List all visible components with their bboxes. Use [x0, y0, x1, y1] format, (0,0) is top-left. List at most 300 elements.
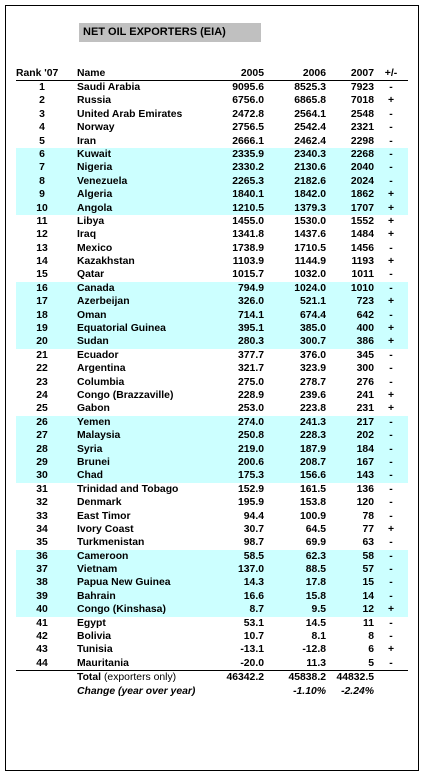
cell-y2007: 5: [368, 657, 374, 669]
change-2007: -2.24%: [341, 686, 374, 698]
cell-rank: 38: [36, 577, 48, 589]
cell-rank: 1: [39, 82, 45, 93]
cell-change: +: [387, 336, 395, 348]
cell-name: Cameroon: [77, 550, 129, 562]
cell-y2005: 274.0: [237, 416, 264, 428]
cell-name: Tunisia: [77, 644, 113, 656]
table-row: [16, 550, 408, 563]
cell-change: -: [389, 631, 393, 643]
cell-change: -: [389, 657, 393, 669]
cell-rank: 11: [36, 215, 48, 227]
cell-name: Mauritania: [77, 657, 129, 669]
cell-rank: 40: [36, 604, 48, 616]
cell-y2006: 1842.0: [294, 189, 326, 201]
table-row: [16, 416, 408, 429]
cell-y2005: -13.1: [240, 644, 264, 656]
cell-y2005: 1840.1: [232, 189, 264, 201]
cell-y2007: 386: [356, 336, 374, 348]
table-row: [16, 510, 408, 523]
cell-y2006: 153.8: [299, 497, 326, 509]
cell-name: United Arab Emirates: [77, 108, 183, 120]
cell-rank: 4: [39, 122, 45, 134]
table-row: [16, 362, 408, 375]
cell-y2006: 9.5: [311, 604, 326, 616]
cell-name: Congo (Brazzaville): [77, 389, 174, 401]
cell-name: Sudan: [77, 336, 109, 348]
cell-y2006: 100.9: [299, 510, 326, 522]
cell-y2007: 1011: [351, 269, 374, 281]
cell-y2006: 8.1: [311, 631, 326, 643]
cell-y2005: -20.0: [240, 657, 264, 669]
cell-y2005: 253.0: [237, 403, 264, 415]
cell-name: Mexico: [77, 242, 113, 254]
cell-name: Venezuela: [77, 175, 128, 187]
cell-rank: 41: [36, 617, 48, 629]
cell-y2007: 15: [362, 577, 374, 589]
table-row: [16, 389, 408, 402]
cell-y2007: 6: [368, 644, 374, 656]
cell-y2005: 1103.9: [232, 256, 264, 268]
cell-y2005: 6756.0: [232, 95, 264, 107]
cell-name: Kuwait: [77, 148, 112, 160]
table-header-row: [16, 67, 408, 81]
cell-y2005: 1455.0: [232, 215, 264, 227]
cell-name: Congo (Kinshasa): [77, 604, 166, 616]
cell-rank: 20: [36, 336, 48, 348]
cell-rank: 10: [36, 202, 48, 214]
cell-y2005: 1210.5: [232, 202, 264, 214]
cell-name: Iran: [77, 135, 97, 147]
cell-change: -: [389, 564, 393, 576]
table-row: [16, 175, 408, 188]
cell-rank: 15: [36, 269, 48, 281]
cell-name: Malaysia: [77, 430, 121, 442]
cell-y2006: 521.1: [299, 296, 326, 308]
cell-name: Gabon: [77, 403, 110, 415]
cell-change: +: [387, 189, 395, 201]
table-row: [16, 161, 408, 174]
cell-y2006: 1032.0: [294, 269, 326, 281]
cell-change: -: [389, 483, 393, 495]
cell-y2007: 723: [356, 296, 374, 308]
cell-y2005: 9095.6: [232, 82, 264, 93]
cell-y2007: 231: [356, 403, 374, 415]
cell-y2007: 8: [368, 631, 374, 643]
cell-y2006: 208.7: [299, 456, 326, 468]
table-row: [16, 536, 408, 549]
cell-rank: 34: [36, 523, 48, 535]
cell-change: -: [389, 376, 393, 388]
cell-change: -: [389, 269, 393, 281]
cell-name: Canada: [77, 282, 115, 294]
cell-change: -: [389, 510, 393, 522]
cell-change: -: [389, 175, 393, 187]
cell-name: Vietnam: [77, 564, 118, 576]
cell-y2005: 10.7: [243, 631, 264, 643]
cell-name: Libya: [77, 215, 105, 227]
cell-y2006: 62.3: [305, 550, 326, 562]
cell-y2005: 2756.5: [232, 122, 264, 134]
cell-y2006: 1024.0: [294, 282, 326, 294]
cell-rank: 32: [36, 497, 48, 509]
cell-change: -: [389, 430, 393, 442]
cell-rank: 27: [36, 430, 48, 442]
cell-y2006: 88.5: [305, 564, 326, 576]
cell-y2007: 2298: [350, 135, 374, 147]
cell-name: Bolivia: [77, 631, 112, 643]
cell-y2005: 714.1: [237, 309, 264, 321]
cell-y2007: 12: [362, 604, 374, 616]
cell-y2007: 2268: [350, 148, 374, 160]
totals-row: [16, 670, 408, 685]
cell-y2007: 120: [356, 497, 374, 509]
totals-2006: 45838.2: [288, 672, 326, 684]
cell-name: Egypt: [77, 617, 106, 629]
cell-y2007: 1484: [350, 229, 374, 241]
totals-2005: 46342.2: [226, 672, 264, 684]
cell-y2007: 1707: [350, 202, 374, 214]
table-row: [16, 94, 408, 107]
change-2006: -1.10%: [293, 686, 326, 698]
cell-y2006: 15.8: [305, 590, 326, 602]
cell-change: -: [389, 242, 393, 254]
cell-change: -: [389, 82, 393, 93]
cell-rank: 29: [36, 456, 48, 468]
cell-y2007: 2321: [350, 122, 374, 134]
table-row: [16, 643, 408, 656]
cell-change: +: [387, 229, 395, 241]
cell-y2006: 239.6: [299, 389, 326, 401]
cell-y2007: 78: [362, 510, 374, 522]
cell-rank: 43: [36, 644, 48, 656]
cell-name: Qatar: [77, 269, 105, 281]
cell-y2005: 219.0: [237, 443, 264, 455]
cell-y2007: 276: [356, 376, 374, 388]
cell-y2007: 202: [356, 430, 374, 442]
cell-rank: 18: [36, 309, 48, 321]
cell-name: Trinidad and Tobago: [77, 483, 179, 495]
table-row: [16, 496, 408, 509]
cell-y2006: 11.3: [306, 657, 326, 669]
table-row: [16, 402, 408, 415]
cell-rank: 3: [39, 108, 45, 120]
table-row: [16, 282, 408, 295]
table-row: [16, 228, 408, 241]
totals-label-cell: [77, 671, 176, 685]
header-name: Name: [77, 68, 106, 79]
cell-y2005: 175.3: [237, 470, 264, 482]
table-row: [16, 469, 408, 482]
cell-y2006: 8525.3: [294, 82, 326, 93]
table-row: [16, 108, 408, 121]
cell-change: -: [389, 135, 393, 147]
cell-name: Ecuador: [77, 349, 119, 361]
table-row: [16, 590, 408, 603]
cell-rank: 9: [39, 189, 45, 201]
cell-y2005: 1341.8: [232, 229, 264, 241]
cell-change: +: [387, 296, 395, 308]
cell-y2005: 794.9: [237, 282, 264, 294]
header-2006: 2006: [302, 68, 326, 79]
cell-y2007: 7923: [350, 82, 374, 93]
cell-rank: 28: [36, 443, 48, 455]
cell-rank: 12: [36, 229, 48, 241]
cell-y2005: 2265.3: [232, 175, 264, 187]
cell-change: +: [387, 403, 395, 415]
table-row: [16, 268, 408, 281]
cell-rank: 25: [36, 403, 48, 415]
cell-name: Turkmenistan: [77, 537, 145, 549]
table-row: [16, 456, 408, 469]
change-row: [16, 685, 408, 699]
table-row: [16, 255, 408, 268]
cell-y2006: 2340.3: [294, 148, 326, 160]
header-change: +/-: [384, 68, 398, 79]
cell-y2006: 14.5: [305, 617, 326, 629]
cell-rank: 21: [36, 349, 48, 361]
cell-change: +: [387, 604, 395, 616]
page-title: NET OIL EXPORTERS (EIA): [79, 23, 261, 42]
cell-name: Columbia: [77, 376, 125, 388]
table-row: [16, 576, 408, 589]
cell-y2005: 200.6: [237, 456, 264, 468]
cell-y2007: 2040: [350, 162, 374, 174]
cell-y2006: 2542.4: [294, 122, 326, 134]
cell-name: Denmark: [77, 497, 122, 509]
cell-name: Ivory Coast: [77, 523, 134, 535]
cell-rank: 17: [36, 296, 48, 308]
cell-y2005: 2335.9: [232, 148, 264, 160]
table-row: [16, 215, 408, 228]
table-row: [16, 121, 408, 134]
table-row: [16, 135, 408, 148]
cell-y2006: 161.5: [299, 483, 326, 495]
cell-change: -: [389, 108, 393, 120]
cell-change: -: [389, 617, 393, 629]
cell-rank: 16: [36, 282, 48, 294]
cell-y2007: 2548: [350, 108, 374, 120]
table-row: [16, 376, 408, 389]
cell-y2006: 1710.5: [294, 242, 326, 254]
cell-y2006: 2130.6: [294, 162, 326, 174]
cell-y2007: 300: [356, 363, 374, 375]
totals-label: Total: [77, 672, 102, 684]
cell-name: Iraq: [77, 229, 97, 241]
cell-name: Azerbeijan: [77, 296, 130, 308]
cell-y2007: 184: [356, 443, 374, 455]
cell-change: +: [387, 323, 395, 335]
table-row: [16, 81, 408, 94]
cell-change: -: [389, 148, 393, 160]
cell-change: +: [387, 389, 395, 401]
cell-rank: 7: [39, 162, 45, 174]
header-2007: 2007: [350, 68, 374, 79]
table-row: [16, 148, 408, 161]
cell-change: -: [389, 162, 393, 174]
table-row: [16, 657, 408, 670]
cell-y2006: 69.9: [305, 537, 326, 549]
cell-rank: 30: [36, 470, 48, 482]
table-row: [16, 603, 408, 616]
cell-rank: 44: [36, 657, 48, 669]
cell-y2007: 63: [362, 537, 374, 549]
table-row: [16, 483, 408, 496]
cell-name: Yemen: [77, 416, 111, 428]
cell-name: Chad: [77, 470, 103, 482]
cell-y2007: 58: [362, 550, 374, 562]
cell-y2006: 2564.1: [294, 108, 326, 120]
cell-y2005: 152.9: [237, 483, 264, 495]
cell-y2005: 14.3: [243, 577, 264, 589]
exporters-table: [16, 67, 408, 699]
cell-y2005: 94.4: [243, 510, 264, 522]
totals-2007: 44832.5: [336, 672, 374, 684]
cell-change: -: [389, 550, 393, 562]
cell-y2007: 642: [356, 309, 374, 321]
cell-y2007: 136: [356, 483, 374, 495]
cell-y2006: 323.9: [299, 363, 326, 375]
cell-y2005: 8.7: [249, 604, 264, 616]
cell-change: -: [389, 122, 393, 134]
cell-name: Nigeria: [77, 162, 113, 174]
cell-y2005: 321.7: [237, 363, 264, 375]
table-row: [16, 322, 408, 335]
cell-y2006: 156.6: [299, 470, 326, 482]
cell-rank: 37: [36, 564, 48, 576]
cell-y2006: 1530.0: [294, 215, 326, 227]
cell-change: -: [389, 590, 393, 602]
cell-y2005: 58.5: [243, 550, 264, 562]
cell-name: Papua New Guinea: [77, 577, 171, 589]
cell-change: -: [389, 456, 393, 468]
table-row: [16, 617, 408, 630]
cell-name: Russia: [77, 95, 112, 107]
cell-rank: 8: [39, 175, 45, 187]
cell-y2005: 228.9: [237, 389, 264, 401]
cell-y2007: 1552: [350, 215, 374, 227]
cell-y2005: 377.7: [237, 349, 264, 361]
cell-y2007: 345: [356, 349, 374, 361]
table-row: [16, 188, 408, 201]
cell-change: -: [389, 537, 393, 549]
cell-y2007: 1862: [350, 189, 374, 201]
cell-change: -: [389, 497, 393, 509]
cell-rank: 5: [39, 135, 45, 147]
cell-y2005: 1015.7: [232, 269, 264, 281]
cell-y2007: 143: [356, 470, 374, 482]
cell-name: Angola: [77, 202, 113, 214]
cell-name: Kazakhstan: [77, 256, 135, 268]
cell-y2005: 326.0: [237, 296, 264, 308]
cell-change: -: [389, 416, 393, 428]
table-row: [16, 295, 408, 308]
cell-y2005: 53.1: [243, 617, 264, 629]
cell-y2007: 57: [362, 564, 374, 576]
cell-y2005: 250.8: [237, 430, 264, 442]
cell-y2006: 278.7: [299, 376, 326, 388]
header-rank: Rank '07: [16, 68, 59, 79]
cell-name: Argentina: [77, 363, 126, 375]
cell-change: -: [389, 309, 393, 321]
table-row: [16, 242, 408, 255]
cell-y2007: 1193: [351, 256, 374, 268]
cell-change: -: [389, 349, 393, 361]
cell-change: -: [389, 470, 393, 482]
table-body: [16, 81, 408, 670]
cell-rank: 33: [36, 510, 48, 522]
cell-y2005: 195.9: [237, 497, 264, 509]
table-row: [16, 429, 408, 442]
cell-y2005: 1738.9: [232, 242, 264, 254]
header-2005: 2005: [240, 68, 264, 79]
cell-y2007: 14: [362, 590, 374, 602]
table-row: [16, 523, 408, 536]
cell-rank: 39: [36, 590, 48, 602]
cell-y2007: 77: [362, 523, 374, 535]
table-row: [16, 309, 408, 322]
cell-y2005: 280.3: [237, 336, 264, 348]
cell-rank: 19: [36, 323, 48, 335]
cell-y2005: 30.7: [243, 523, 264, 535]
cell-y2006: 6865.8: [294, 95, 326, 107]
cell-y2006: 1144.9: [294, 256, 326, 268]
cell-name: Norway: [77, 122, 115, 134]
cell-name: Syria: [77, 443, 103, 455]
table-row: [16, 335, 408, 348]
cell-rank: 35: [36, 537, 48, 549]
cell-rank: 2: [39, 95, 45, 107]
cell-y2006: 2462.4: [294, 135, 326, 147]
cell-y2005: 137.0: [237, 564, 264, 576]
cell-name: East Timor: [77, 510, 131, 522]
cell-rank: 26: [36, 416, 48, 428]
change-label: Change (year over year): [77, 686, 196, 698]
table-row: [16, 630, 408, 643]
cell-y2005: 98.7: [243, 537, 264, 549]
cell-name: Equatorial Guinea: [77, 323, 166, 335]
cell-name: Bahrain: [77, 590, 116, 602]
cell-rank: 42: [36, 631, 48, 643]
cell-y2005: 395.1: [237, 323, 264, 335]
cell-y2005: 2330.2: [232, 162, 264, 174]
cell-y2007: 241: [356, 389, 374, 401]
cell-rank: 22: [36, 363, 48, 375]
cell-y2006: 241.3: [299, 416, 326, 428]
cell-rank: 14: [36, 256, 48, 268]
cell-change: +: [387, 256, 395, 268]
cell-change: +: [387, 644, 395, 656]
cell-rank: 24: [36, 389, 48, 401]
cell-y2007: 11: [363, 617, 374, 629]
cell-name: Saudi Arabia: [77, 82, 141, 93]
cell-change: +: [387, 523, 395, 535]
cell-y2005: 16.6: [243, 590, 264, 602]
table-row: [16, 563, 408, 576]
cell-y2007: 1010: [350, 282, 374, 294]
cell-y2006: 300.7: [299, 336, 326, 348]
cell-rank: 13: [36, 242, 48, 254]
cell-change: +: [387, 95, 395, 107]
cell-y2006: 17.8: [305, 577, 326, 589]
cell-y2007: 167: [356, 456, 374, 468]
cell-y2006: -12.8: [302, 644, 326, 656]
cell-y2006: 2182.6: [294, 175, 326, 187]
cell-change: -: [389, 577, 393, 589]
cell-y2005: 275.0: [237, 376, 264, 388]
cell-y2005: 2666.1: [232, 135, 264, 147]
cell-rank: 36: [36, 550, 48, 562]
cell-change: -: [389, 282, 393, 294]
